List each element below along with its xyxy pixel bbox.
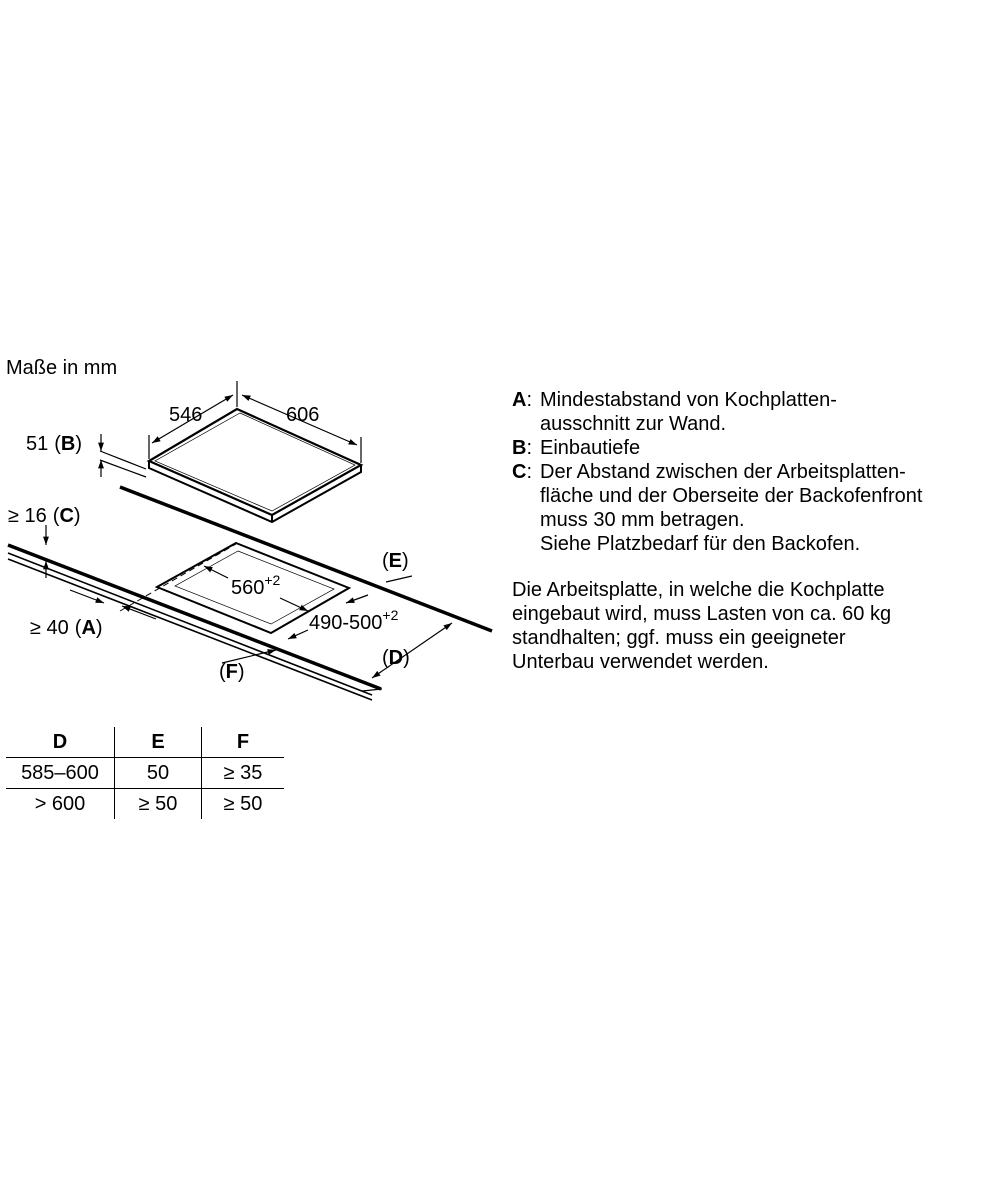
hob-depth-label: 546 [169,404,203,426]
cutout-depth-label: $490-500^{+2}$ [309,607,399,634]
legend-line: fläche und der Oberseite der Backofenfront [540,485,923,507]
hob-dimension-lines [100,381,361,477]
min-c-label: ≥ 16 (C) [8,505,81,527]
table-cell: > 600 [34,792,86,815]
table-cell: 50 [115,758,202,789]
legend-line: ausschnitt zur Wand. [540,413,727,435]
table-cell: 585–600 [6,758,115,789]
table-header-f: F [202,727,285,758]
legend-line: Siehe Platzbedarf für den Backofen. [540,533,861,555]
clearance-table [6,727,284,819]
legend-item-c: C: Der Abstand zwischen der Arbeitsplatten- fläche und der Oberseite der Backofenfront muss 30 mm betragen. Siehe Platzbedarf für den Backofen. [512,460,997,556]
tag-f-label: (F) [219,661,245,683]
legend [512,388,997,556]
note-line: Die Arbeitsplatte, in welche die Kochplatte [512,579,885,601]
note-line: Unterbau verwendet werden. [512,651,769,673]
table-header-e: E [115,727,202,758]
install-depth-label: 51 (B) [26,433,83,455]
table-cell: ≥ 35 [202,758,285,789]
table-row [6,789,284,820]
table-row [6,758,284,789]
note-line: standhalten; ggf. muss ein geeigneter [512,627,846,649]
legend-line: Mindestabstand von Kochplatten- [540,389,837,411]
legend-line: muss 30 mm betragen. [540,509,745,531]
units-label: Maße in mm [6,357,118,379]
legend-line: Der Abstand zwischen der Arbeitsplatten- [540,461,906,483]
hob-width-label: 606 [286,404,320,426]
tag-e-label: (E) [382,550,409,572]
table-cell: ≥ 50 [202,789,285,820]
legend-line: Einbautiefe [540,437,641,459]
cutout-width-label: $560^{+2}$ [231,572,281,599]
table-header-d: D [6,727,115,758]
legend-item-b: B: Einbautiefe [512,436,997,460]
table-header-row [6,727,284,758]
hob-bottom-edge [149,461,361,522]
load-note [512,578,992,674]
min-a-label: ≥ 40 (A) [30,617,103,639]
legend-item-a: A: Mindestabstand von Kochplatten- ausschnitt zur Wand. [512,388,997,436]
table-cell: ≥ 50 [115,789,202,820]
note-line: eingebaut wird, muss Lasten von ca. 60 kg [512,603,892,625]
tag-d-label: (D) [382,647,410,669]
